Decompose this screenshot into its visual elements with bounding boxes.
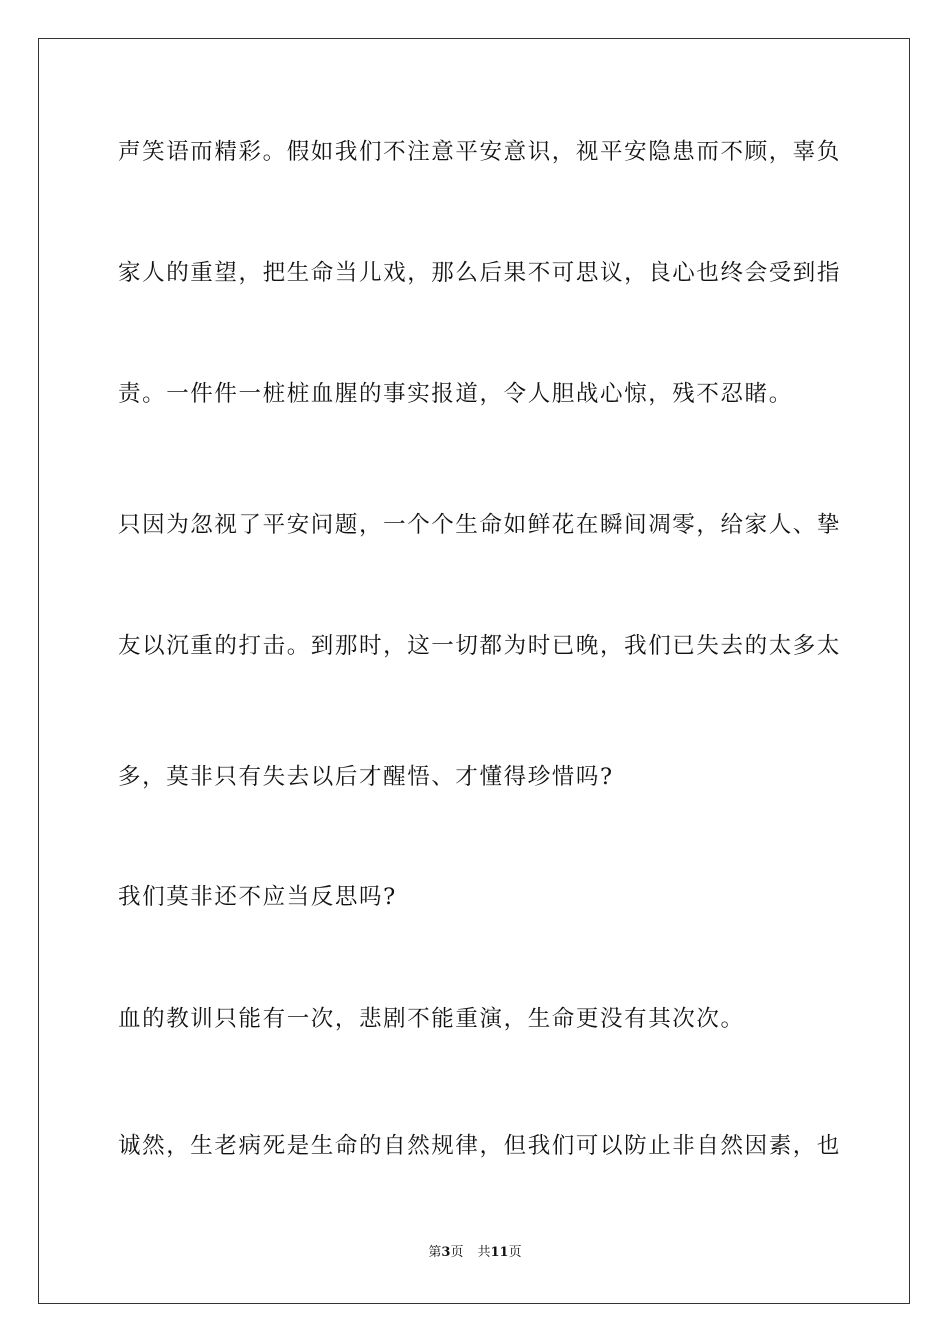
footer-page-number: 3 <box>441 1245 451 1260</box>
page-border <box>38 38 910 1304</box>
body-line-3: 责。一件件一桩桩血腥的事实报道，令人胆战心惊，残不忍睹。 <box>118 381 793 407</box>
body-line-2: 家人的重望，把生命当儿戏，那么后果不可思议，良心也终会受到指 <box>118 260 842 286</box>
footer-page-suffix: 页 <box>450 1245 464 1260</box>
page-footer <box>0 1244 950 1262</box>
body-line-7: 我们莫非还不应当反思吗? <box>118 884 397 910</box>
body-line-5: 友以沉重的打击。到那时，这一切都为时已晚，我们已失去的太多太 <box>118 633 842 659</box>
footer-total-prefix: 共 <box>477 1245 491 1260</box>
footer-page-prefix: 第 <box>428 1245 442 1260</box>
footer-total-suffix: 页 <box>508 1245 522 1260</box>
body-line-1: 声笑语而精彩。假如我们不注意平安意识，视平安隐患而不顾，辜负 <box>118 139 842 165</box>
body-line-6: 多，莫非只有失去以后才醒悟、才懂得珍惜吗? <box>118 764 614 790</box>
body-line-8: 血的教训只能有一次，悲剧不能重演，生命更没有其次次。 <box>118 1006 745 1032</box>
footer-total-pages: 11 <box>490 1245 509 1260</box>
body-line-9: 诚然，生老病死是生命的自然规律，但我们可以防止非自然因素，也 <box>118 1133 842 1159</box>
body-line-4: 只因为忽视了平安问题，一个个生命如鲜花在瞬间凋零，给家人、挚 <box>118 512 842 538</box>
